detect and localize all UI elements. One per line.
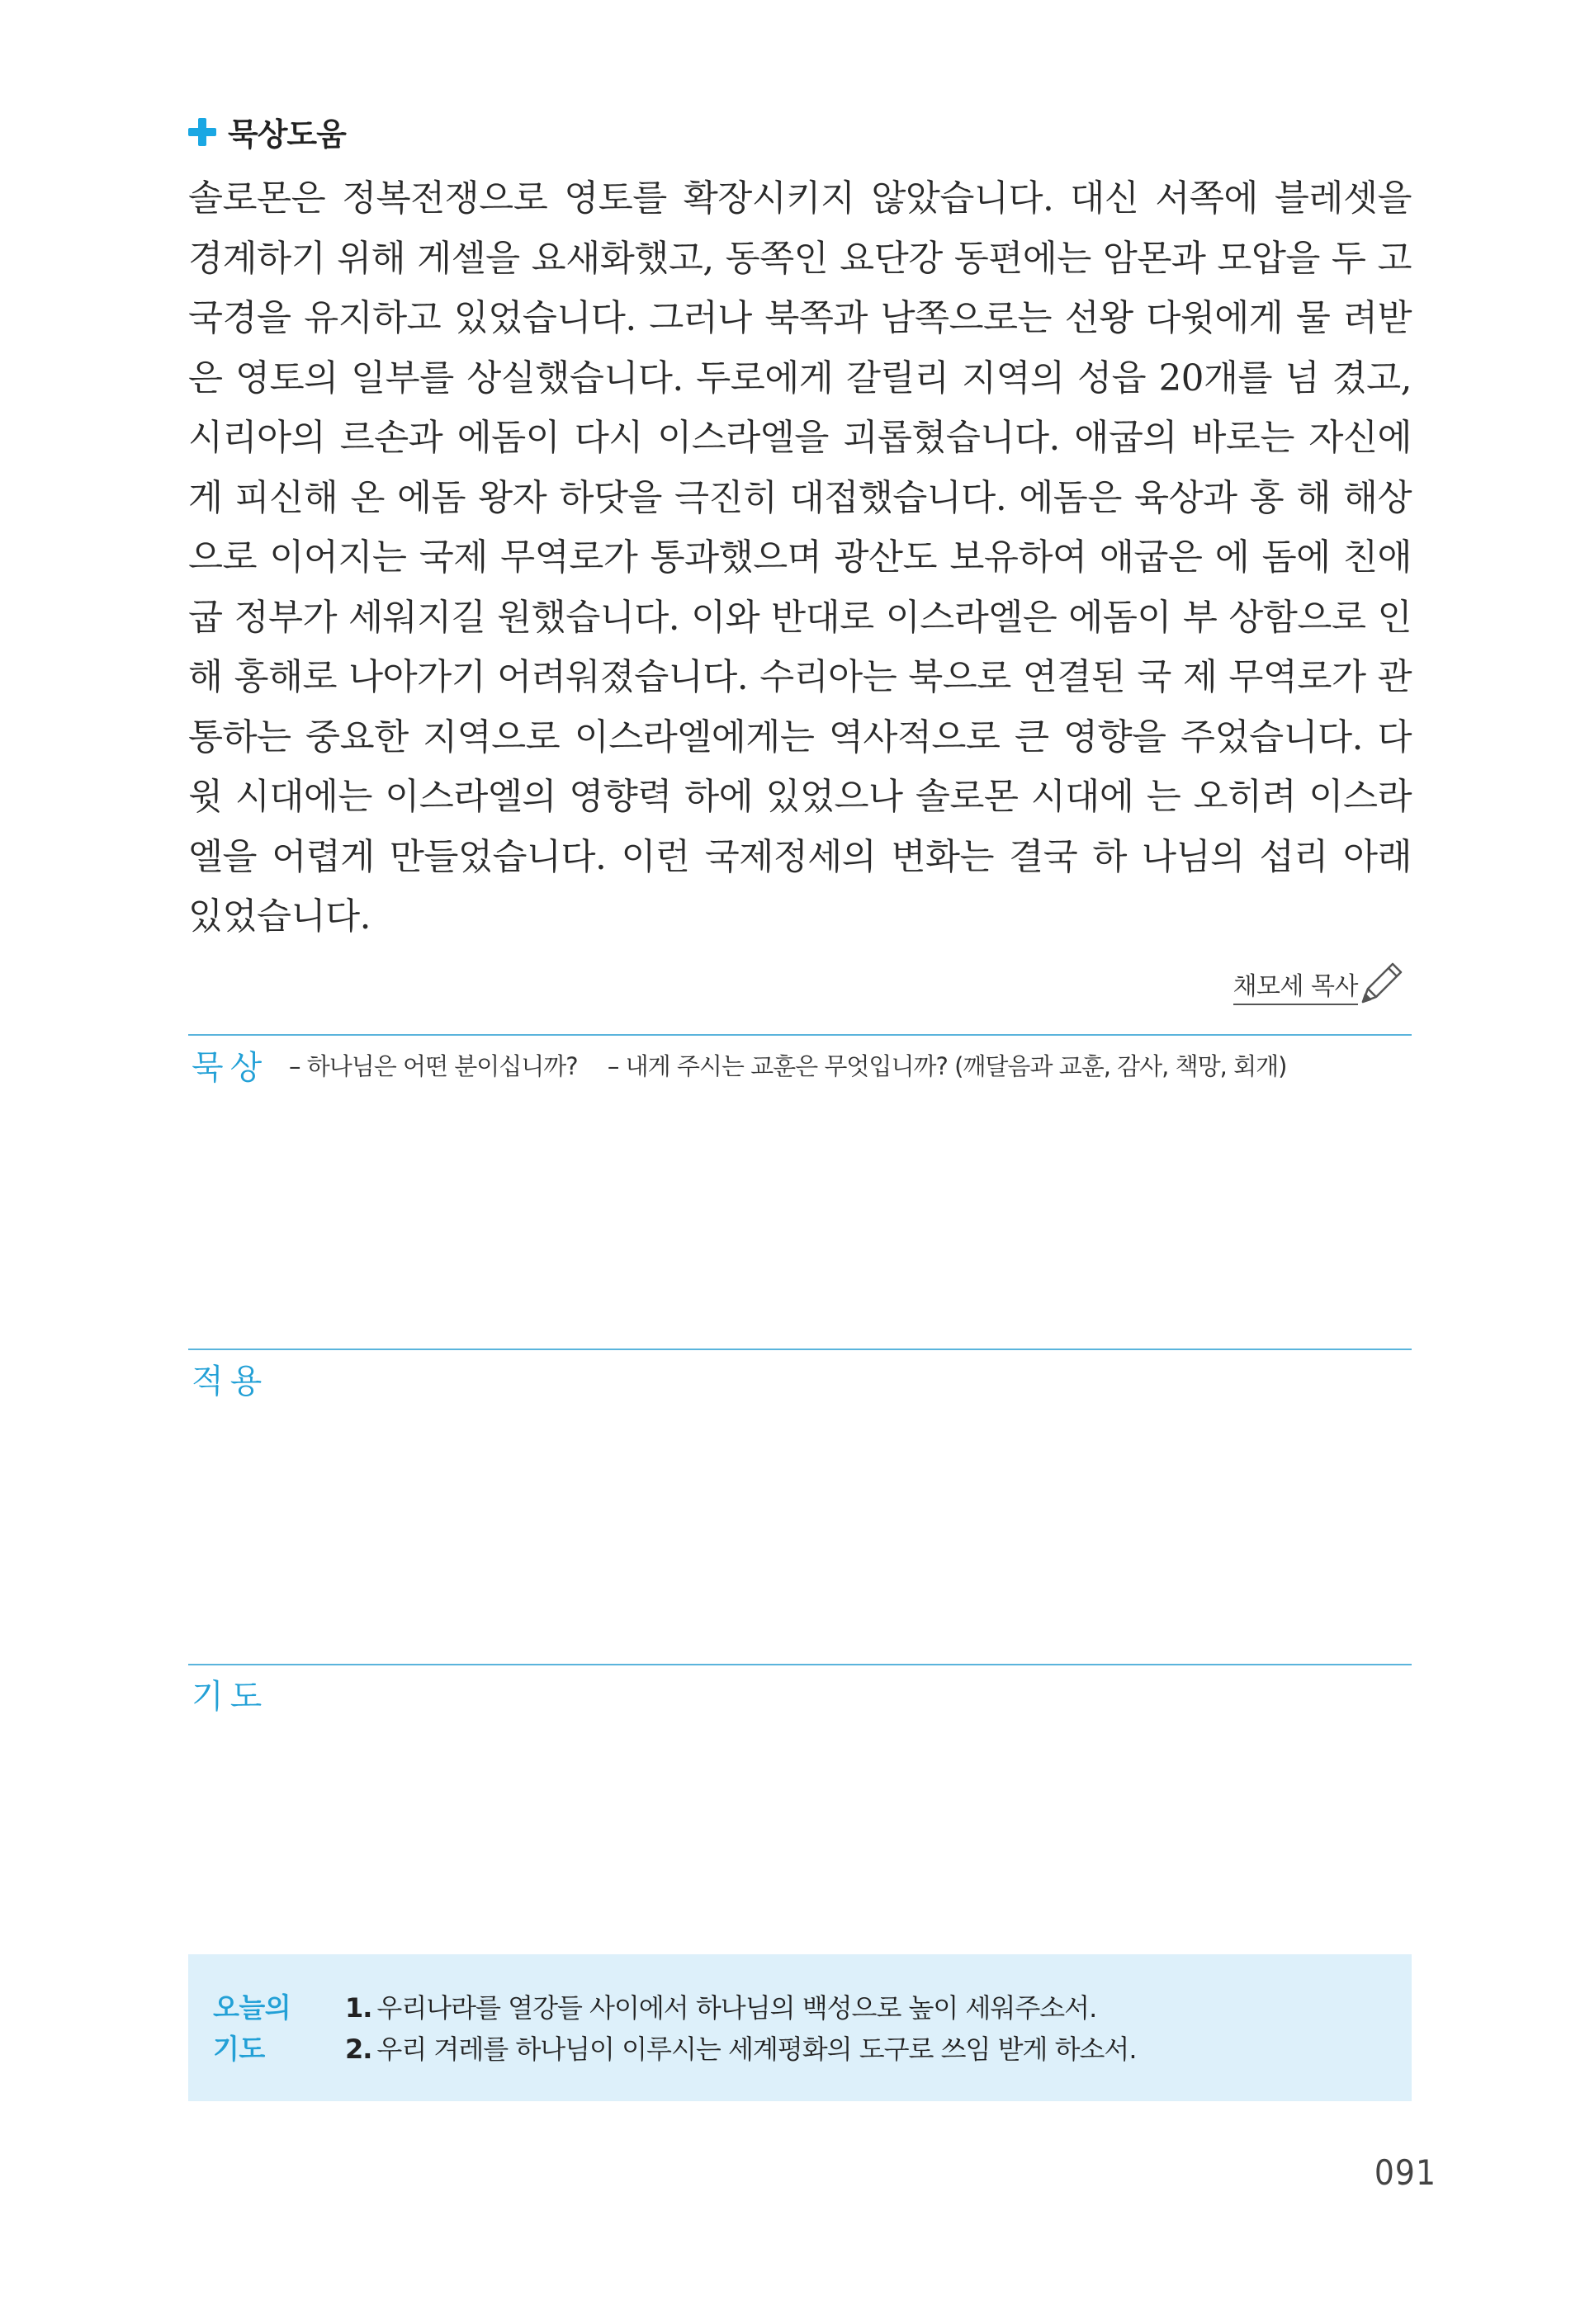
- prayer-item: [345, 2029, 1137, 2070]
- author-signature: [1233, 956, 1408, 1005]
- plus-icon: [188, 118, 216, 146]
- body-line: 겼고, 시리아의 르손과 에돔이 다시 이스라엘을 괴롭혔습니다. 애굽의 바로는: [188, 357, 1412, 459]
- prayer-item-text: 우리 겨레를 하나님이 이루시는 세계평화의 도구로 쓰임 받게 하소서.: [376, 2034, 1137, 2065]
- meditation-label: 묵상: [192, 1049, 269, 1087]
- prayer-list: [345, 1987, 1137, 2070]
- body-line: 솔로몬은 정복전쟁으로 영토를 확장시키지 않았습니다. 대신 서쪽에 블레셋을: [188, 178, 1412, 220]
- divider-application: [188, 1349, 1412, 1350]
- meditation-questions: [289, 1048, 1309, 1082]
- body-line: 돔에 친애굽 정부가 세워지길 원했습니다. 이와 반대로 이스라엘은 에돔이 부: [188, 537, 1412, 639]
- heading-title: 묵상도움: [228, 116, 346, 153]
- meditation-question-2: – 내게 주시는 교훈은 무엇입니까? (깨달음과 교훈, 감사, 책망, 회개): [607, 1052, 1287, 1080]
- body-line: 나님의 섭리 아래 있었습니다.: [188, 836, 1412, 938]
- application-label: 적용: [192, 1363, 269, 1401]
- page-number: 091: [1374, 2152, 1436, 2193]
- meditation-help-body: [188, 169, 1412, 947]
- prayer-item-number: 2.: [345, 2034, 372, 2065]
- prayer-item-number: 1.: [345, 1992, 372, 2024]
- body-line: 는 오히려 이스라엘을 어렵게 만들었습니다. 이런 국제정세의 변화는 결국 하: [188, 777, 1412, 878]
- todays-prayer-box: [188, 1954, 1412, 2101]
- divider-meditation: [188, 1034, 1412, 1036]
- body-line: 주었습니다. 다윗 시대에는 이스라엘의 영향력 하에 있었으나 솔로몬 시대에: [188, 716, 1412, 818]
- body-line: 제 무역로가 관통하는 중요한 지역으로 이스라엘에게는 역사적으로 큰 영향을: [188, 657, 1412, 758]
- todays-prayer-title-line2: 기도: [213, 2033, 265, 2065]
- prayer-item: [345, 1987, 1137, 2029]
- body-line: 려받은 영토의 일부를 상실했습니다. 두로에게 갈릴리 지역의 성읍 20개를 넘: [188, 298, 1412, 399]
- todays-prayer-title: [213, 1987, 291, 2070]
- divider-prayer: [188, 1664, 1412, 1665]
- prayer-item-text: 우리나라를 열강들 사이에서 하나님의 백성으로 높이 세워주소서.: [376, 1992, 1097, 2024]
- body-line: 자신에게 피신해 온 에돔 왕자 하닷을 극진히 대접했습니다. 에돔은 육상과 홍: [188, 418, 1412, 519]
- author-name: 채모세 목사: [1233, 966, 1358, 1005]
- todays-prayer-title-line1: 오늘의: [213, 1991, 291, 2024]
- body-line: 고 국경을 유지하고 있었습니다. 그러나 북쪽과 남쪽으로는 선왕 다윗에게 물: [188, 238, 1412, 339]
- section-heading: [188, 109, 346, 154]
- body-line: 해 해상으로 이어지는 국제 무역로가 통과했으며 광산도 보유하여 애굽은 에: [188, 477, 1412, 579]
- meditation-question-1: – 하나님은 어떤 분이십니까?: [289, 1052, 578, 1080]
- body-line: 경계하기 위해 게셀을 요새화했고, 동쪽인 요단강 동편에는 암몬과 모압을 두: [188, 238, 1366, 280]
- prayer-label: 기도: [192, 1678, 269, 1716]
- pencil-icon: [1355, 956, 1408, 1008]
- body-line: 상함으로 인해 홍해로 나아가기 어려워졌습니다. 수리아는 북으로 연결된 국: [188, 597, 1412, 698]
